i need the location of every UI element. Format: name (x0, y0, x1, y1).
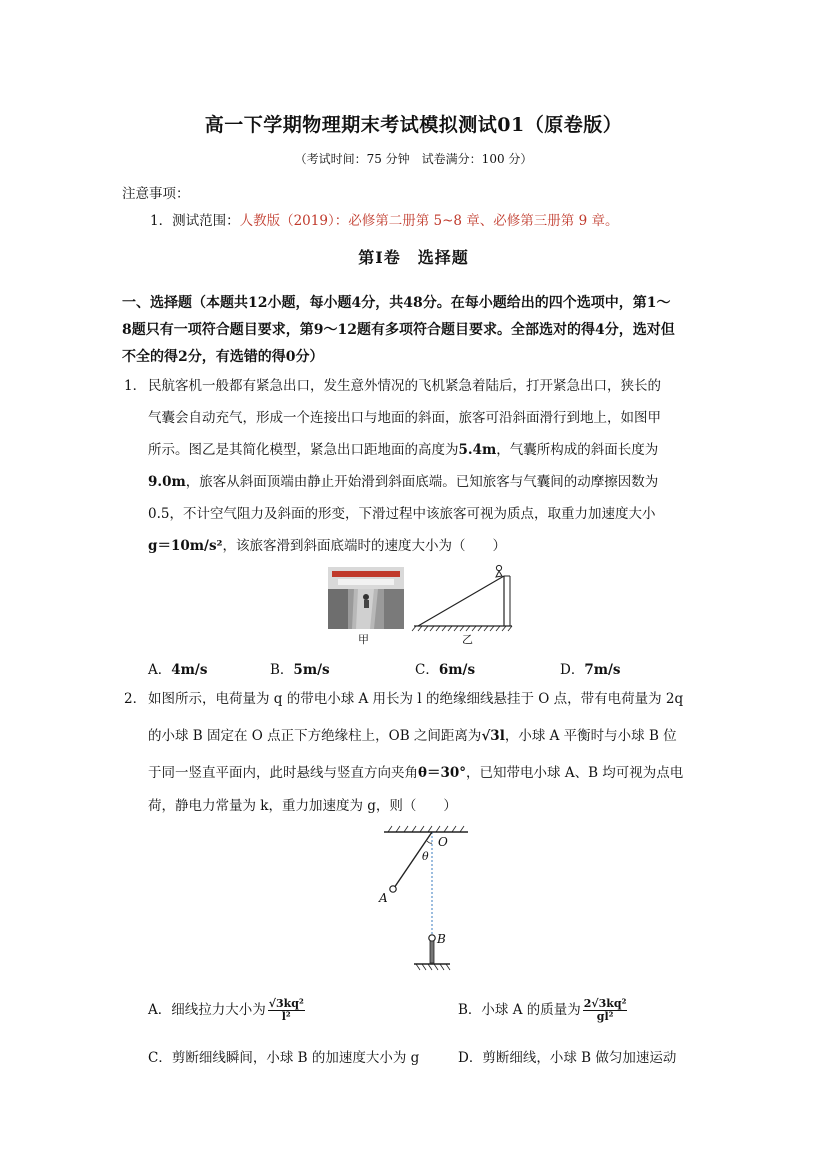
q2-text: 的小球 B 固定在 O 点正下方绝缘柱上，OB 之间距离为 (148, 728, 482, 744)
q1-line (148, 472, 708, 492)
q2-option-d: D．剪断细线，小球 B 做匀加速运动 (458, 1050, 677, 1066)
notes-item-prefix: 1．测试范围： (150, 213, 240, 229)
q1-number: 1． (124, 378, 147, 394)
q1-line (148, 536, 708, 556)
q1-option-b (270, 658, 330, 678)
q1-option-a (148, 658, 207, 678)
q2-point-b-label: B (437, 932, 446, 946)
part1-line: 一、选择题（本题共12小题，每小题4分，共48分。在每小题给出的四个选项中，第1～ (122, 295, 671, 311)
q1-length-value: 9.0m (148, 474, 186, 490)
q2-line: 如图所示，电荷量为 q 的带电小球 A 用长为 l 的绝缘细线悬挂于 O 点，带有电荷量为 2q (148, 691, 684, 707)
q1-line (148, 440, 708, 460)
q2-distance-value: √3l (481, 728, 505, 744)
notes-item (150, 211, 618, 231)
fraction (268, 998, 305, 1023)
q2-text: ，已知带电小球 A、B 均可视为点电 (466, 765, 684, 781)
q1-line: 民航客机一般都有紧急出口，发生意外情况的飞机紧急着陆后，打开紧急出口，狭长的 (148, 378, 661, 394)
q1-text: ，气囊所构成的斜面长度为 (496, 442, 659, 458)
option-label: C． (415, 662, 439, 678)
option-label: B． (270, 662, 294, 678)
option-value: 4m/s (171, 662, 208, 678)
q2-point-a-label: A (379, 891, 388, 905)
option-value: 5m/s (293, 662, 330, 678)
q2-point-o-label: O (438, 835, 448, 849)
fraction-numerator: √3kq² (268, 997, 304, 1010)
q2-theta-label: θ (422, 850, 429, 863)
part1-instructions (122, 290, 675, 371)
q2-number: 2． (124, 691, 147, 707)
fraction (583, 998, 628, 1023)
q1-option-d (560, 658, 621, 678)
option-text: B．小球 A 的质量为 (458, 1002, 581, 1018)
q1-gravity-value: g＝10m/s² (148, 538, 223, 554)
notes-item-range: 人教版（2019）：必修第二册第 5~8 章、必修第三册第 9 章。 (239, 213, 619, 229)
q1-line: 气囊会自动充气，形成一个连接出口与地面的斜面，旅客可沿斜面滑行到地上，如图甲 (148, 410, 661, 426)
q2-option-b (458, 998, 627, 1023)
q2-line: 荷，静电力常量为 k，重力加速度为 g，则（ ） (148, 798, 457, 814)
q2-angle-value: θ＝30° (418, 765, 467, 781)
option-value: 6m/s (438, 662, 476, 678)
q1-photo-figure (328, 567, 404, 629)
q2-option-a (148, 998, 305, 1023)
page-title: 高一下学期物理期末考试模拟测试01（原卷版） (204, 114, 623, 136)
q2-text: ，小球 A 平衡时与小球 B 位 (504, 728, 677, 744)
q2-option-c: C．剪断细线瞬间，小球 B 的加速度大小为 g (148, 1050, 420, 1066)
q1-incline-diagram (410, 562, 520, 634)
q2-line (148, 726, 708, 746)
fraction-denominator: gl² (596, 1010, 614, 1023)
q1-line: 0.5，不计空气阻力及斜面的形变，下滑过程中该旅客可视为质点，取重力加速度大小 (148, 506, 656, 522)
q2-text: 于同一竖直平面内，此时悬线与竖直方向夹角 (148, 765, 418, 781)
option-label: A． (148, 662, 172, 678)
fraction-numerator: 2√3kq² (583, 997, 627, 1010)
option-value: 7m/s (584, 662, 621, 678)
q1-text: ，该旅客滑到斜面底端时的速度大小为（ ） (222, 538, 506, 554)
q1-height-value: 5.4m (458, 442, 497, 458)
option-label: D． (560, 662, 585, 678)
q1-option-c (415, 658, 475, 678)
exam-info: （考试时间：75 分钟 试卷满分：100 分） (294, 152, 533, 166)
part1-line: 不全的得2分，有选错的得0分） (122, 349, 324, 365)
q1-text: ，旅客从斜面顶端由静止开始滑到斜面底端。已知旅客与气囊间的动摩擦因数为 (185, 474, 659, 490)
section-title: 第Ⅰ卷 选择题 (358, 248, 469, 267)
q1-figure-label-a: 甲 (358, 633, 369, 646)
option-text: A．细线拉力大小为 (148, 1002, 266, 1018)
notes-heading: 注意事项： (122, 186, 190, 202)
q2-line (148, 763, 708, 783)
q1-text: 所示。图乙是其简化模型，紧急出口距地面的高度为 (148, 442, 459, 458)
fraction-denominator: l² (281, 1010, 291, 1023)
part1-line: 8题只有一项符合题目要求，第9～12题有多项符合题目要求。全部选对的得4分，选对但 (122, 322, 675, 338)
q1-figure-label-b: 乙 (462, 633, 473, 646)
